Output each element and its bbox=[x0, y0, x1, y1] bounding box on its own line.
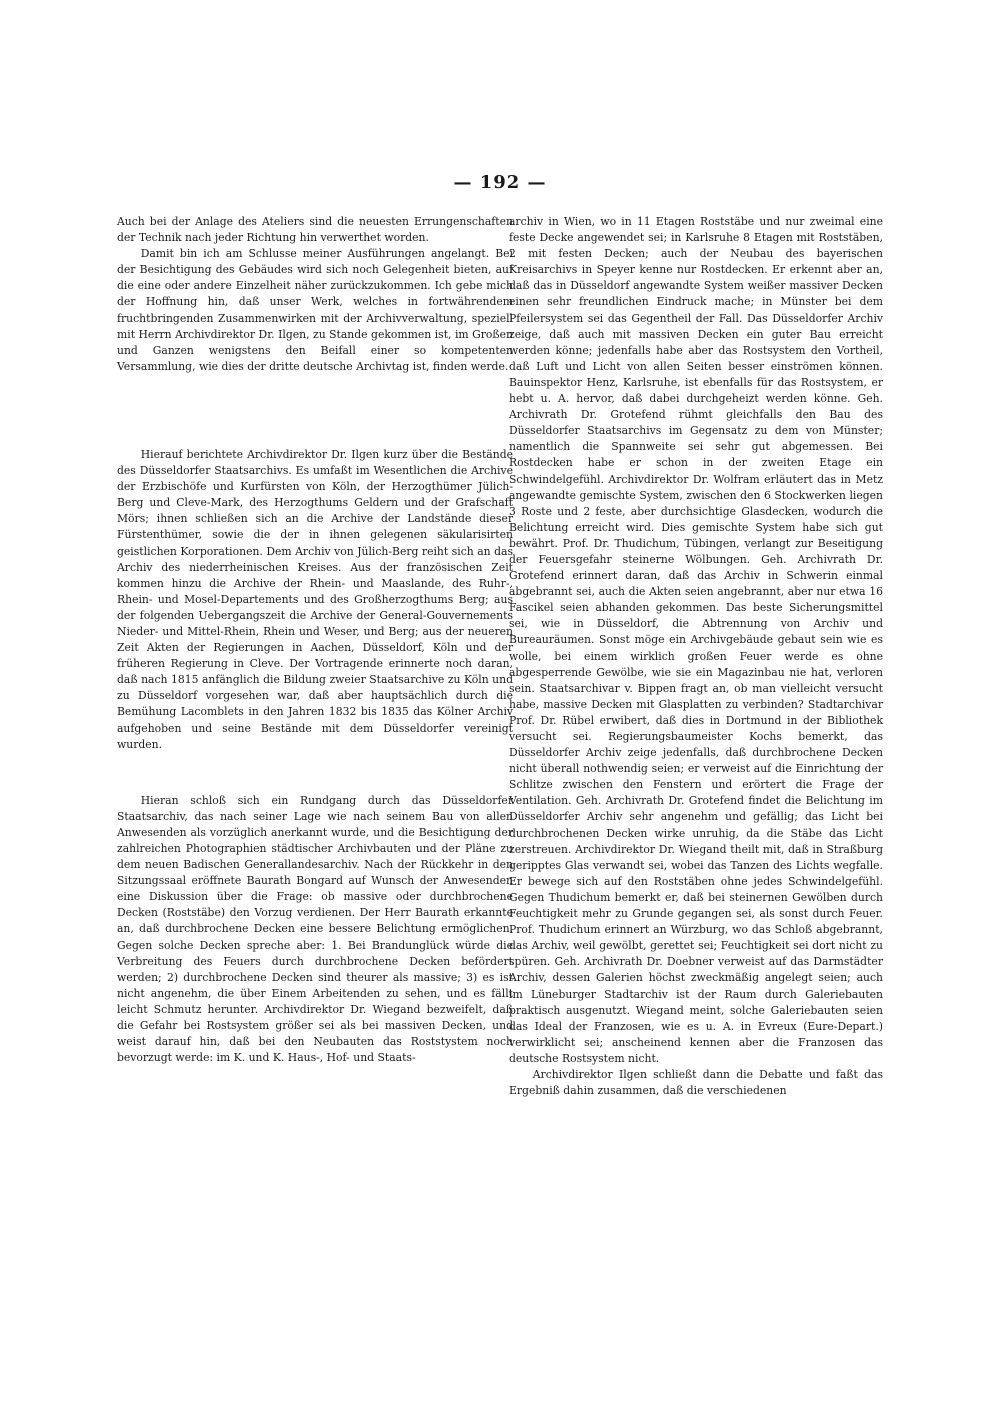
paragraph: Archivdirektor Ilgen schließt dann die Debatte und faßt das Ergebniß dahin zusammen, daß die verschiedenen bbox=[509, 1067, 883, 1098]
paragraph: Hierauf berichtete Archivdirektor Dr. Ilgen kurz über die Bestände des Düsseldorfer Staatsarchivs. Es umfaßt im Wesentlichen die Archive der Erzbischöfe und Kurfürsten von Köln, der Herzogthümer Jülich-Berg und Cleve-Mark, des Herzogthums Geldern und der Grafschaft Mörs; ihnen schließen sich an die Archive der Landstände dieser Fürstenthümer, sowie die der in ihnen gelegenen säkularisirten geistlichen Korporationen. Dem Archiv von Jülich-Berg reiht sich an das Archiv des niederrheinischen Kreises. Aus der französischen Zeit kommen hinzu die Archive der Rhein- und Maaslande, des Ruhr-, Rhein- und Mosel-Departements und des Großherzogthums Berg; aus der folgenden Uebergangszeit die Archive der General-Gouvernements Nieder- und Mittel-Rhein, Rhein und Weser, und Berg; aus der neueren Zeit Akten der Regierungen in Aachen, Düsseldorf, Köln und der früheren Regierung in Cleve. Der Vortragende erinnerte noch daran, daß nach 1815 anfänglich die Bildung zweier Staatsarchive zu Köln und zu Düsseldorf vorgesehen war, daß aber hauptsächlich durch die Bemühung Lacomblets in den Jahren 1832 bis 1835 das Kölner Archiv aufgehoben und seine Bestände mit dem Düsseldorfer vereinigt wurden. bbox=[117, 447, 513, 751]
page-number: — 192 — bbox=[453, 172, 547, 193]
right-column bbox=[509, 214, 883, 1099]
paragraph: archiv in Wien, wo in 11 Etagen Roststäbe und nur zweimal eine feste Decke angewendet sei; in Karlsruhe 8 Etagen mit Roststäben, 2 mit festen Decken; auch der Neubau des bayerischen Kreisarchivs in Speyer kenne nur Rostdecken. Er erkennt aber an, daß das in Düsseldorf angewandte System weißer massiver Decken einen sehr freundlichen Eindruck mache; in Münster bei dem Pfeilersystem sei das Gegentheil der Fall. Das Düsseldorfer Archiv zeige, daß auch mit massiven Decken ein guter Bau erreicht werden könne; jedenfalls habe aber das Rostsystem den Vortheil, daß Luft und Licht von allen Seiten besser einströmen können. Bauinspektor Henz, Karlsruhe, ist ebenfalls für das Rostsystem, er hebt u. A. hervor, daß dabei durchgeheizt werden könne. Geh. Archivrath Dr. Grotefend rühmt gleichfalls den Bau des Düsseldorfer Staatsarchivs im Gegensatz zu dem von Münster; namentlich die Spannweite sei sehr gut abgemessen. Bei Rostdecken habe er schon in der zweiten Etage ein Schwindelgefühl. Archivdirektor Dr. Wolfram erläutert das in Metz angewandte gemischte System, zwischen den 6 Stockwerken liegen 3 Roste und 2 feste, aber durchsichtige Glasdecken, wodurch die Belichtung erreicht wird. Dies gemischte System habe sich gut bewährt. Prof. Dr. Thudichum, Tübingen, verlangt zur Beseitigung der Feuersgefahr steinerne Wölbungen. Geh. Archivrath Dr. Grotefend erinnert daran, daß das Archiv in Schwerin einmal abgebrannt sei, auch die Akten seien angebrannt, aber nur etwa 16 Fascikel seien abhanden gekommen. Das beste Sicherungsmittel sei, wie in Düsseldorf, die Abtrennung von Archiv und Bureauräumen. Sonst möge ein Archivgebäude gebaut sein wie es wolle, bei einem wirklich großen Feuer werde es ohne abgesperrende Gewölbe, wie sie ein Magazinbau nie hat, verloren sein. Staatsarchivar v. Bippen fragt an, ob man vielleicht versucht habe, massive Decken mit Glasplatten zu verbinden? Stadtarchivar Prof. Dr. Rübel erwibert, daß dies in Dortmund in der Bibliothek versucht sei. Regierungsbaumeister Kochs bemerkt, das Düsseldorfer Archiv zeige jedenfalls, daß durchbrochene Decken nicht überall nothwendig seien; er verweist auf die Einrichtung der Schlitze zwischen den Fenstern und erörtert die Frage der Ventilation. Geh. Archivrath Dr. Grotefend findet die Belichtung im Düsseldorfer Archiv sehr angenehm und gefällig; das Licht bei durchbrochenen Decken wirke unruhig, da die Stäbe das Licht zerstreuen. Archivdirektor Dr. Wiegand theilt mit, daß in Straßburg geripptes Glas verwandt sei, wobei das Tanzen des Lichts wegfalle. Er bewege sich auf den Roststäben ohne jedes Schwindelgefühl. Gegen Thudichum bemerkt er, daß bei steinernen Gewölben durch Feuchtigkeit mehr zu Grunde gegangen sei, als sonst durch Feuer. Prof. Thudichum erinnert an Würzburg, wo das Schloß abgebrannt, das Archiv, weil gewölbt, gerettet sei; Feuchtigkeit sei dort nicht zu spüren. Geh. Archivrath Dr. Doebner verweist auf das Darmstädter Archiv, dessen Galerien höchst zweckmäßig angelegt seien; auch im Lüneburger Stadtarchiv ist der Raum durch Galeriebauten praktisch ausgenutzt. Wiegand meint, solche Galeriebauten seien das Ideal der Franzosen, wie es u. A. in Evreux (Eure-Depart.) verwirklicht sei; anscheinend kennen aber die Franzosen das deutsche Rostsystem nicht. bbox=[509, 215, 883, 1065]
paragraph: Damit bin ich am Schlusse meiner Ausführungen angelangt. Bei der Besichtigung des Gebäudes wird sich noch Gelegenheit bieten, auf die eine oder andere Einzelheit näher zurückzukommen. Ich gebe mich der Hoffnung hin, daß unser Werk, welches in fortwährendem fruchtbringenden Zusammenwirken mit der Archivverwaltung, speziell mit Herrn Archivdirektor Dr. Ilgen, zu Stande gekommen ist, im Großen und Ganzen wenigstens den Beifall einer so kompetenten Versammlung, wie dies der dritte deutsche Archivtag ist, finden werde. bbox=[117, 247, 513, 373]
paragraph: Auch bei der Anlage des Ateliers sind die neuesten Errungenschaften der Technik nach jeder Richtung hin verwerthet worden. bbox=[117, 215, 513, 245]
left-column bbox=[117, 214, 513, 1066]
paragraph: Hieran schloß sich ein Rundgang durch das Düsseldorfer Staatsarchiv, das nach seiner Lage wie nach seinem Bau von allen Anwesenden als vorzüglich anerkannt wurde, und die Besichtigung der zahlreichen Photographien städtischer Archivbauten und der Pläne zu dem neuen Badischen Generallandesarchiv. Nach der Rückkehr in den Sitzungssaal eröffnete Baurath Bongard auf Wunsch der Anwesenden eine Diskussion über die Frage: ob massive oder durchbrochene Decken (Roststäbe) den Vorzug verdienen. Der Herr Baurath erkannte an, daß durchbrochene Decken eine bessere Belichtung ermöglichen. Gegen solche Decken spreche aber: 1. Bei Brandunglück würde die Verbreitung des Feuers durch durchbrochene Decken befördert werden; 2) durchbrochene Decken sind theurer als massive; 3) es ist nicht angenehm, die über Einem Arbeitenden zu sehen, und es fällt leicht Schmutz herunter. Archivdirektor Dr. Wiegand bezweifelt, daß die Gefahr bei Rostsystem größer sei als bei massiven Decken, und weist darauf hin, daß bei den Neubauten das Roststystem noch bevorzugt werde: im K. und K. Haus-, Hof- und Staats- bbox=[117, 793, 513, 1065]
